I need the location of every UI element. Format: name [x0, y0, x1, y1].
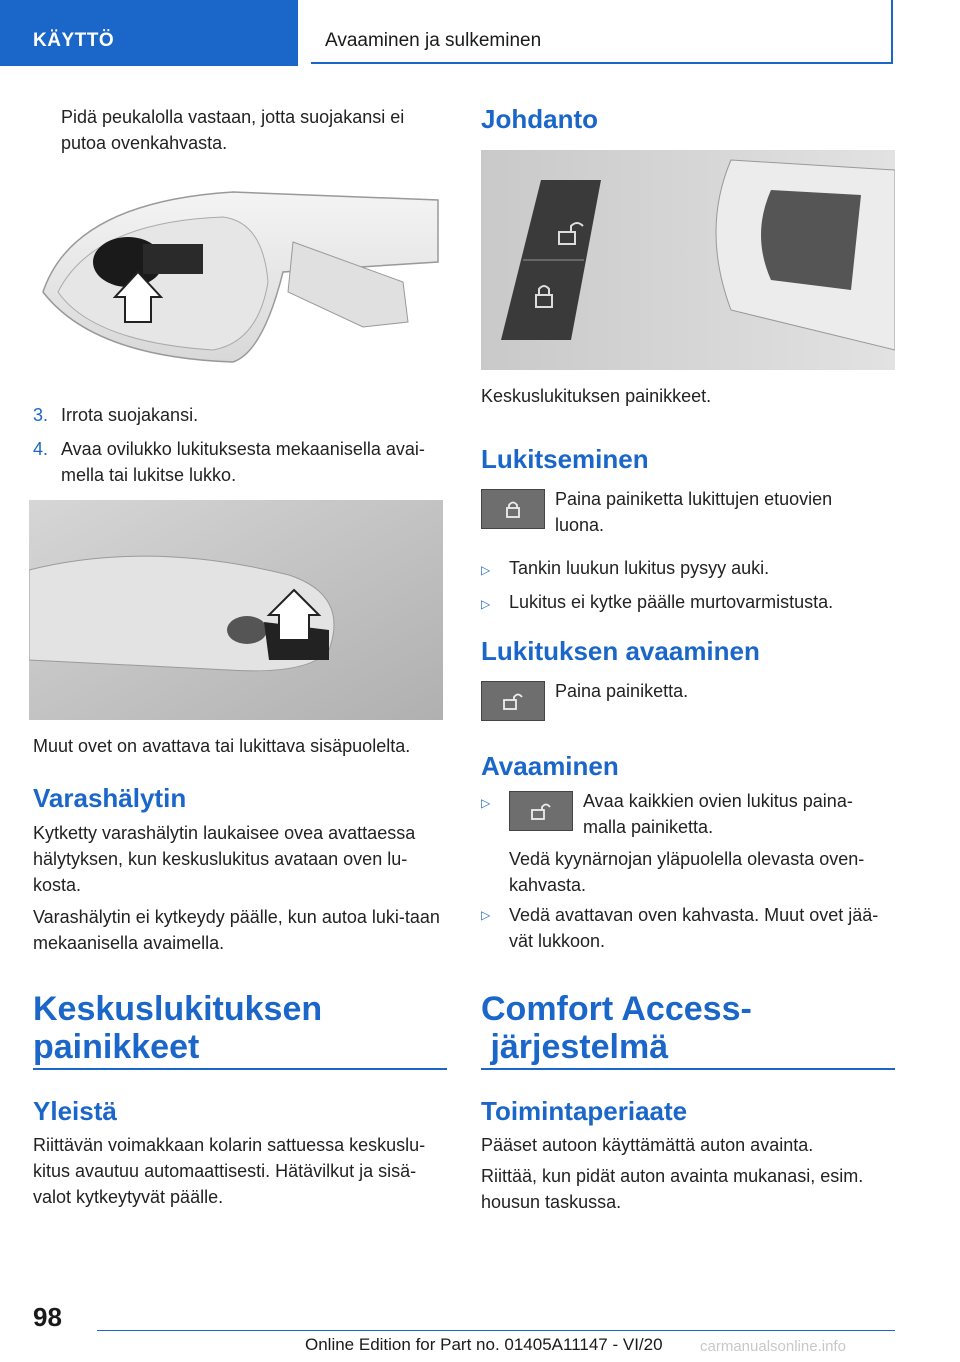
watermark: carmanualsonline.info: [700, 1338, 846, 1355]
section-rule-right: [481, 1068, 895, 1070]
lock-icon: [503, 499, 523, 519]
principle-text-2: Riittää, kun pidät auton avainta mukanasi, esim. housun taskussa.: [481, 1166, 864, 1212]
unlock-button-icon: [509, 791, 573, 831]
unlock-icon: [502, 691, 524, 711]
principle-text-1: Pääset autoon käyttämättä auton avainta.: [481, 1135, 814, 1155]
general-text: Riittävän voimakkaan kolarin sattuessa keskuslu-kitus avautuu automaattisesti. Hätävilkut ja sisä-valot kytkeytyvät päälle.: [33, 1135, 426, 1207]
header-title: Avaaminen ja sulkeminen: [311, 0, 893, 64]
unlock-button-icon: [481, 681, 545, 721]
triangle-bullet-icon: ▷: [481, 796, 491, 810]
intro-text: Pidä peukalolla vastaan, jotta suojakansi ei putoa ovenkahvasta.: [61, 107, 405, 153]
triangle-bullet-icon: ▷: [481, 908, 491, 922]
lock-button-icon: [481, 489, 545, 529]
photo-caption: Keskuslukituksen painikkeet.: [481, 386, 712, 406]
locking-text: Paina painiketta lukittujen etuovien luona.: [555, 489, 833, 535]
locking-bullet-1: ▷ Tankin luukun lukitus pysyy auki.: [481, 555, 895, 583]
edition-text: Online Edition for Part no. 01405A11147 - VI/20: [305, 1335, 663, 1354]
alarm-text-1: Kytketty varashälytin laukaisee ovea avattaessa hälytyksen, kun keskuslukitus avataan oven lu-kosta.: [33, 823, 416, 895]
locking-heading: Lukitseminen: [481, 444, 649, 474]
opening-bullet-1: Avaa kaikkien ovien lukitus paina-malla painiketta.: [583, 791, 853, 837]
section-rule-left: [33, 1068, 447, 1070]
footer-rule: [97, 1330, 895, 1331]
opening-heading: Avaaminen: [481, 751, 619, 781]
other-doors-text: Muut ovet on avattava tai lukittava sisäpuolelta.: [33, 736, 411, 756]
door-handle-cover-photo: [33, 182, 443, 364]
unlocking-heading: Lukituksen avaaminen: [481, 636, 760, 666]
triangle-bullet-icon: ▷: [481, 597, 491, 611]
general-heading: Yleistä: [33, 1096, 117, 1126]
intro-heading: Johdanto: [481, 104, 598, 134]
step-4: 4. Avaa ovilukko lukituksesta mekaanisella avai-mella tai lukitse lukko.: [33, 439, 425, 485]
alarm-text-2: Varashälytin ei kytkeydy päälle, kun autoa luki-taan mekaanisella avaimella.: [33, 907, 440, 953]
header-section-tab: KÄYTTÖ: [0, 0, 298, 66]
comfort-access-section-title: Comfort Access- järjestelmä: [481, 990, 752, 1066]
door-key-photo: [29, 500, 443, 720]
alarm-heading: Varashälytin: [33, 783, 187, 813]
page-number: 98: [33, 1302, 62, 1332]
unlocking-text: Paina painiketta.: [555, 681, 689, 701]
central-lock-section-title: Keskuslukituksen painikkeet: [33, 990, 323, 1066]
principle-heading: Toimintaperiaate: [481, 1096, 688, 1126]
opening-bullet-2: ▷ Vedä avattavan oven kahvasta. Muut ovet jää-vät lukkoon.: [481, 902, 895, 954]
lock-buttons-photo: [481, 150, 895, 370]
step-3: 3. Irrota suojakansi.: [33, 405, 199, 425]
opening-bullet-1-cont: Vedä kyynärnojan yläpuolella olevasta oven-kahvasta.: [509, 849, 865, 895]
locking-bullet-2: ▷ Lukitus ei kytke päälle murtovarmistusta.: [481, 589, 895, 617]
unlock-icon: [530, 801, 552, 821]
triangle-bullet-icon: ▷: [481, 563, 491, 577]
